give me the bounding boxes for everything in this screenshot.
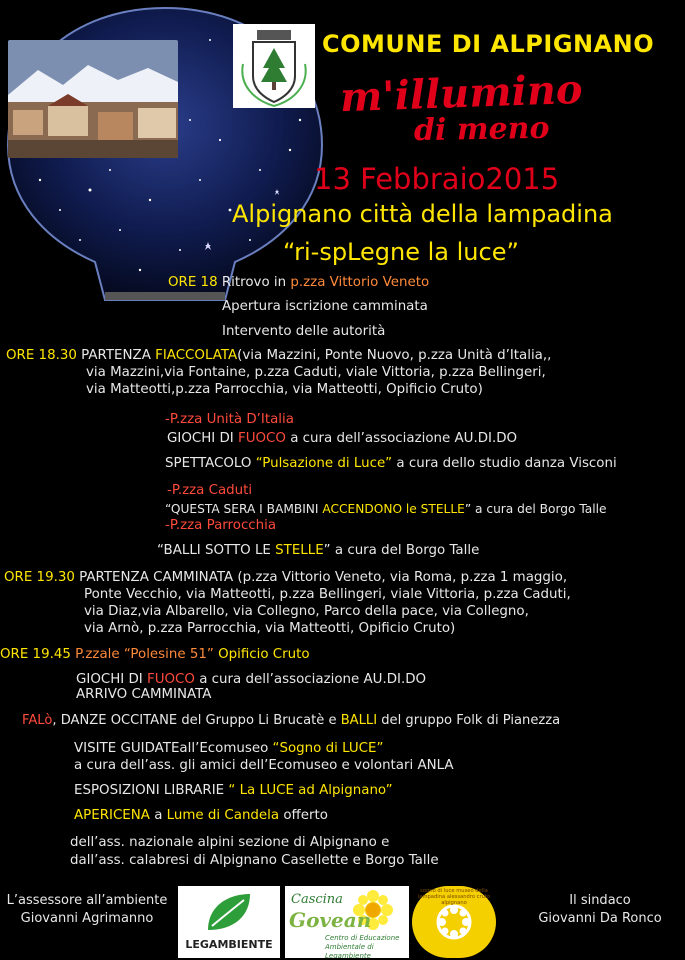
event-title-line2: di meno	[413, 110, 550, 149]
event-date: 13 Febbraio2015	[314, 162, 560, 196]
legambiente-logo: LEGAMBIENTE	[178, 886, 280, 958]
program-line: ORE 18 Ritrovo in p.zza Vittorio Veneto	[168, 275, 430, 290]
event-title-line1: m'illumino	[339, 65, 584, 122]
program-line: VISITE GUIDATEall’Ecomuseo “Sogno di LUCE”	[74, 741, 384, 756]
town-photo	[8, 40, 178, 158]
program-line: FALò, DANZE OCCITANE del Gruppo Li Brucatè e BALLI del gruppo Folk di Pianezza	[22, 713, 561, 728]
program-line: GIOCHI DI FUOCO a cura dell’associazione AU.DI.DO	[76, 672, 427, 687]
assessore-signature: L’assessore all’ambiente Giovanni Agrimanno	[6, 893, 168, 926]
cascina-govean-logo: Cascina Govean Centro di Educazione Ambientale di Legambiente	[285, 886, 409, 958]
program-line: ESPOSIZIONI LIBRARIE “ La LUCE ad Alpignano”	[74, 783, 393, 798]
program-line: via Matteotti,p.zza Parrocchia, via Matteotti, Opificio Cruto)	[86, 382, 483, 397]
program-line: Ponte Vecchio, via Matteotti, p.zza Bellingeri, viale Vittoria, p.zza Caduti,	[84, 587, 571, 602]
program-line: -P.zza Parrocchia	[165, 518, 277, 533]
program-line: “BALLI SOTTO LE STELLE” a cura del Borgo Talle	[157, 543, 480, 558]
program-line: via Diaz,via Albarello, via Collegno, Parco della pace, via Collegno,	[84, 604, 529, 619]
program-line: -P.zza Caduti	[167, 483, 253, 498]
program-line: “QUESTA SERA I BAMBINI ACCENDONO le STELLE” a cura del Borgo Talle	[165, 502, 607, 516]
program-line: ORE 18.30 PARTENZA FIACCOLATA(via Mazzini, Ponte Nuovo, p.zza Unità d’Italia,,	[6, 348, 552, 363]
program-line: via Arnò, p.zza Parrocchia, via Matteotti, Opificio Cruto)	[84, 621, 456, 636]
program-line: ARRIVO CAMMINATA	[76, 687, 212, 702]
program-line: ORE 19.30 PARTENZA CAMMINATA (p.zza Vittorio Veneto, via Roma, p.zza 1 maggio,	[4, 570, 568, 585]
coat-of-arms	[233, 24, 315, 108]
program-line: Apertura iscrizione camminata	[222, 299, 428, 314]
mayor-signature: Il sindaco Giovanni Da Ronco	[538, 893, 662, 926]
program-line: SPETTACOLO “Pulsazione di Luce” a cura dello studio danza Visconi	[165, 456, 617, 471]
program-line: ORE 19.45 P.zzale “Polesine 51” Opificio Cruto	[0, 647, 310, 662]
program-line: dall’ass. calabresi di Alpignano Casellette e Borgo Talle	[70, 853, 439, 868]
subtitle-city: Alpignano città della lampadina	[232, 200, 613, 228]
program-line: via Mazzini,via Fontaine, p.zza Caduti, viale Vittoria, p.zza Bellingeri,	[86, 365, 546, 380]
sogno-di-luce-museum-logo: sogno di luce museo della lampadina alessandro cruto alpignano	[412, 886, 496, 958]
program-line: -P.zza Unità D’Italia	[165, 412, 294, 427]
program-line: GIOCHI DI FUOCO a cura dell’associazione AU.DI.DO	[167, 431, 518, 446]
program-line: dell’ass. nazionale alpini sezione di Alpignano e	[70, 835, 390, 850]
program-line: Intervento delle autorità	[222, 324, 386, 339]
program-line: APERICENA a Lume di Candela offerto	[74, 808, 328, 823]
subtitle-slogan: “ri-spLegne la luce”	[283, 238, 519, 266]
program-line: a cura dell’ass. gli amici dell’Ecomuseo e volontari ANLA	[74, 758, 454, 773]
municipality-name: COMUNE DI ALPIGNANO	[322, 30, 655, 58]
